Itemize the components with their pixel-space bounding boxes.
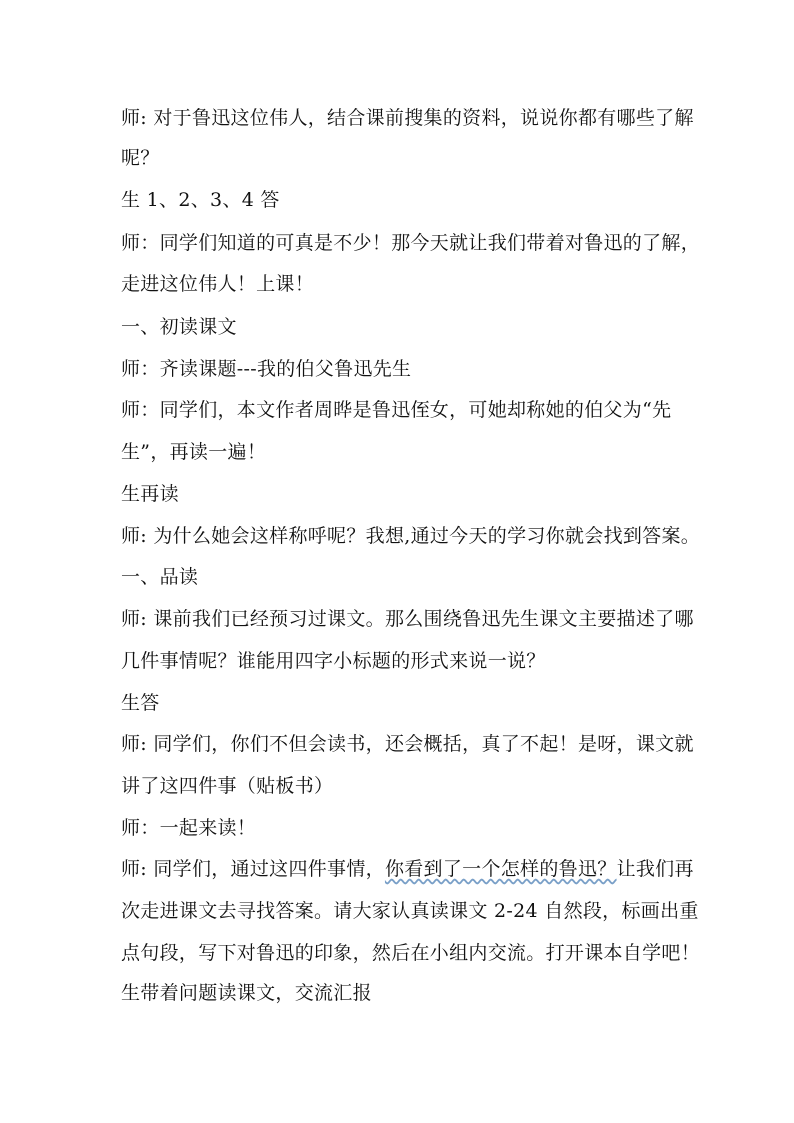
paragraph-line: 生”，再读一遍！ (121, 441, 267, 463)
paragraph-line: 讲了这四件事（贴板书） (121, 775, 334, 797)
paragraph-line: 生答 (121, 692, 160, 714)
paragraph-line: 生 1、2、3、4 答 (121, 189, 280, 211)
paragraph-line: 几件事情呢？谁能用四字小标题的形式来说一说？ (121, 650, 546, 672)
paragraph-line: 师: 同学们，你们不但会读书，还会概括，真了不起！是呀，课文就 (121, 733, 694, 755)
section-heading: 一、初读课文 (121, 316, 237, 338)
paragraph-line: 师: 对于鲁迅这位伟人，结合课前搜集的资料，说说你都有哪些了解 (121, 107, 694, 129)
paragraph-line: 走进这位伟人！上课！ (121, 273, 315, 295)
paragraph-line: 师：同学们，本文作者周晔是鲁迅侄女，可她却称她的伯父为“先 (121, 399, 672, 421)
text-segment: 让我们再 (616, 858, 694, 880)
grammar-underlined-text: 你看到了一个怎样的鲁迅？ (384, 858, 617, 880)
paragraph-line: 次走进课文去寻找答案。请大家认真读课文 2-24 自然段，标画出重 (121, 900, 699, 922)
paragraph-line: 呢？ (121, 147, 160, 169)
section-heading: 一、品读 (121, 566, 199, 588)
paragraph-line (121, 857, 694, 881)
paragraph-line: 师：一起来读！ (121, 817, 257, 839)
paragraph-line: 点句段，写下对鲁迅的印象，然后在小组内交流。打开课本自学吧！ (121, 942, 701, 964)
paragraph-line: 师: 课前我们已经预习过课文。那么围绕鲁迅先生课文主要描述了哪 (121, 608, 694, 630)
paragraph-line: 生再读 (121, 483, 179, 505)
text-segment: 师: 同学们，通过这四件事情， (121, 858, 385, 880)
paragraph-line: 师：同学们知道的可真是不少！那今天就让我们带着对鲁迅的了解， (121, 232, 701, 254)
paragraph-line: 师：齐读课题---我的伯父鲁迅先生 (121, 358, 412, 380)
paragraph-line: 生带着问题读课文，交流汇报 (121, 982, 372, 1004)
paragraph-line: 师: 为什么她会这样称呼呢？我想,通过今天的学习你就会找到答案。 (121, 525, 701, 547)
